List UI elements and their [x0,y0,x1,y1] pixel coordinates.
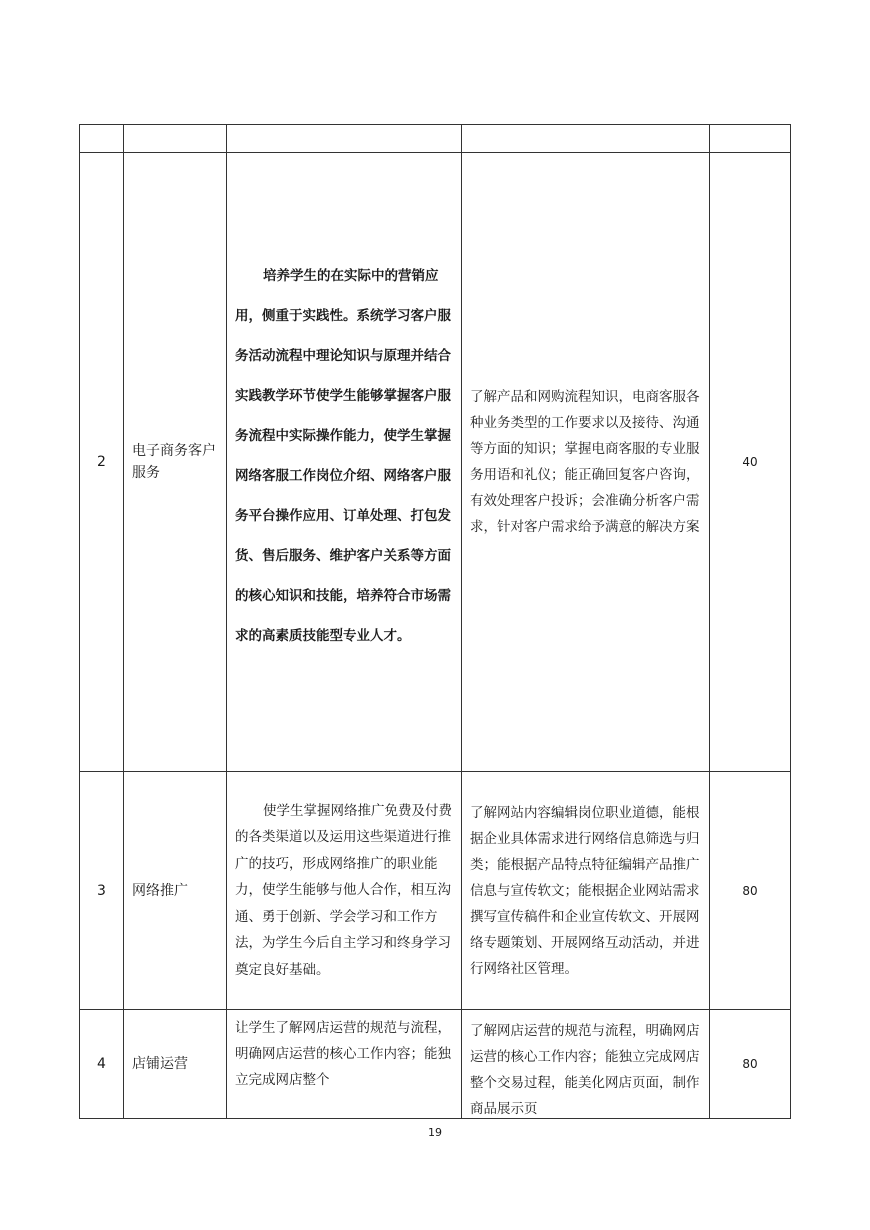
course-hours: 40 [710,153,791,772]
course-goal-cell [227,153,462,772]
course-goal-cell [227,1010,462,1119]
table-row [80,1010,791,1119]
course-name: 店铺运营 [124,1010,227,1119]
course-number: 4 [80,1010,124,1119]
cell-empty [227,125,462,153]
page-number: 19 [428,1126,442,1139]
cell-empty [80,125,124,153]
course-goal: 让学生了解网店运营的规范与流程，明确网店运营的核心工作内容；能独立完成网店整个 [235,1020,451,1088]
cell-empty [710,125,791,153]
course-number: 2 [80,153,124,772]
curriculum-table [79,124,791,1119]
cell-empty [462,125,710,153]
course-requirement: 了解网店运营的规范与流程，明确网店运营的核心工作内容；能独立完成网店整个交易过程，能美化网店页面，制作商品展示页 [470,1023,700,1117]
cell-empty [124,125,227,153]
table-row-empty [80,125,791,153]
course-goal-cell [227,772,462,1010]
course-name: 电子商务客户服务 [124,153,227,772]
course-requirement: 了解网站内容编辑岗位职业道德，能根据企业具体需求进行网络信息筛选与归类；能根据产品特点特征编辑产品推广信息与宣传软文；能根据企业网站需求撰写宣传稿件和企业宣传软文、开展网络专题策划、开展网络互动活动，并进行网络社区管理。 [462,772,710,1010]
course-goal: 培养学生的在实际中的营销应用，侧重于实践性。系统学习客户服务活动流程中理论知识与原理并结合实践教学环节使学生能够掌握客户服务流程中实际操作能力，使学生掌握网络客服工作岗位介绍、网络客户服务平台操作应用、订单处理、打包发货、售后服务、维护客户关系等方面的核心知识和技能，培养符合市场需求的高素质技能型专业人才。 [235,268,451,644]
table-row [80,772,791,1010]
course-hours: 80 [710,1010,791,1119]
course-number: 3 [80,772,124,1010]
course-hours: 80 [710,772,791,1010]
course-requirement-cell [462,1010,710,1119]
table-row [80,153,791,772]
course-name: 网络推广 [124,772,227,1010]
course-goal: 使学生掌握网络推广免费及付费的各类渠道以及运用这些渠道进行推广的技巧，形成网络推广的职业能力，使学生能够与他人合作，相互沟通、勇于创新、学会学习和工作方法，为学生今后自主学习和终身学习奠定良好基础。 [235,802,452,978]
course-requirement: 了解产品和网购流程知识，电商客服各种业务类型的工作要求以及接待、沟通等方面的知识；掌握电商客服的专业服务用语和礼仪；能正确回复客户咨询，有效处理客户投诉；会准确分析客户需求，针对客户需求给予满意的解决方案 [462,153,710,772]
